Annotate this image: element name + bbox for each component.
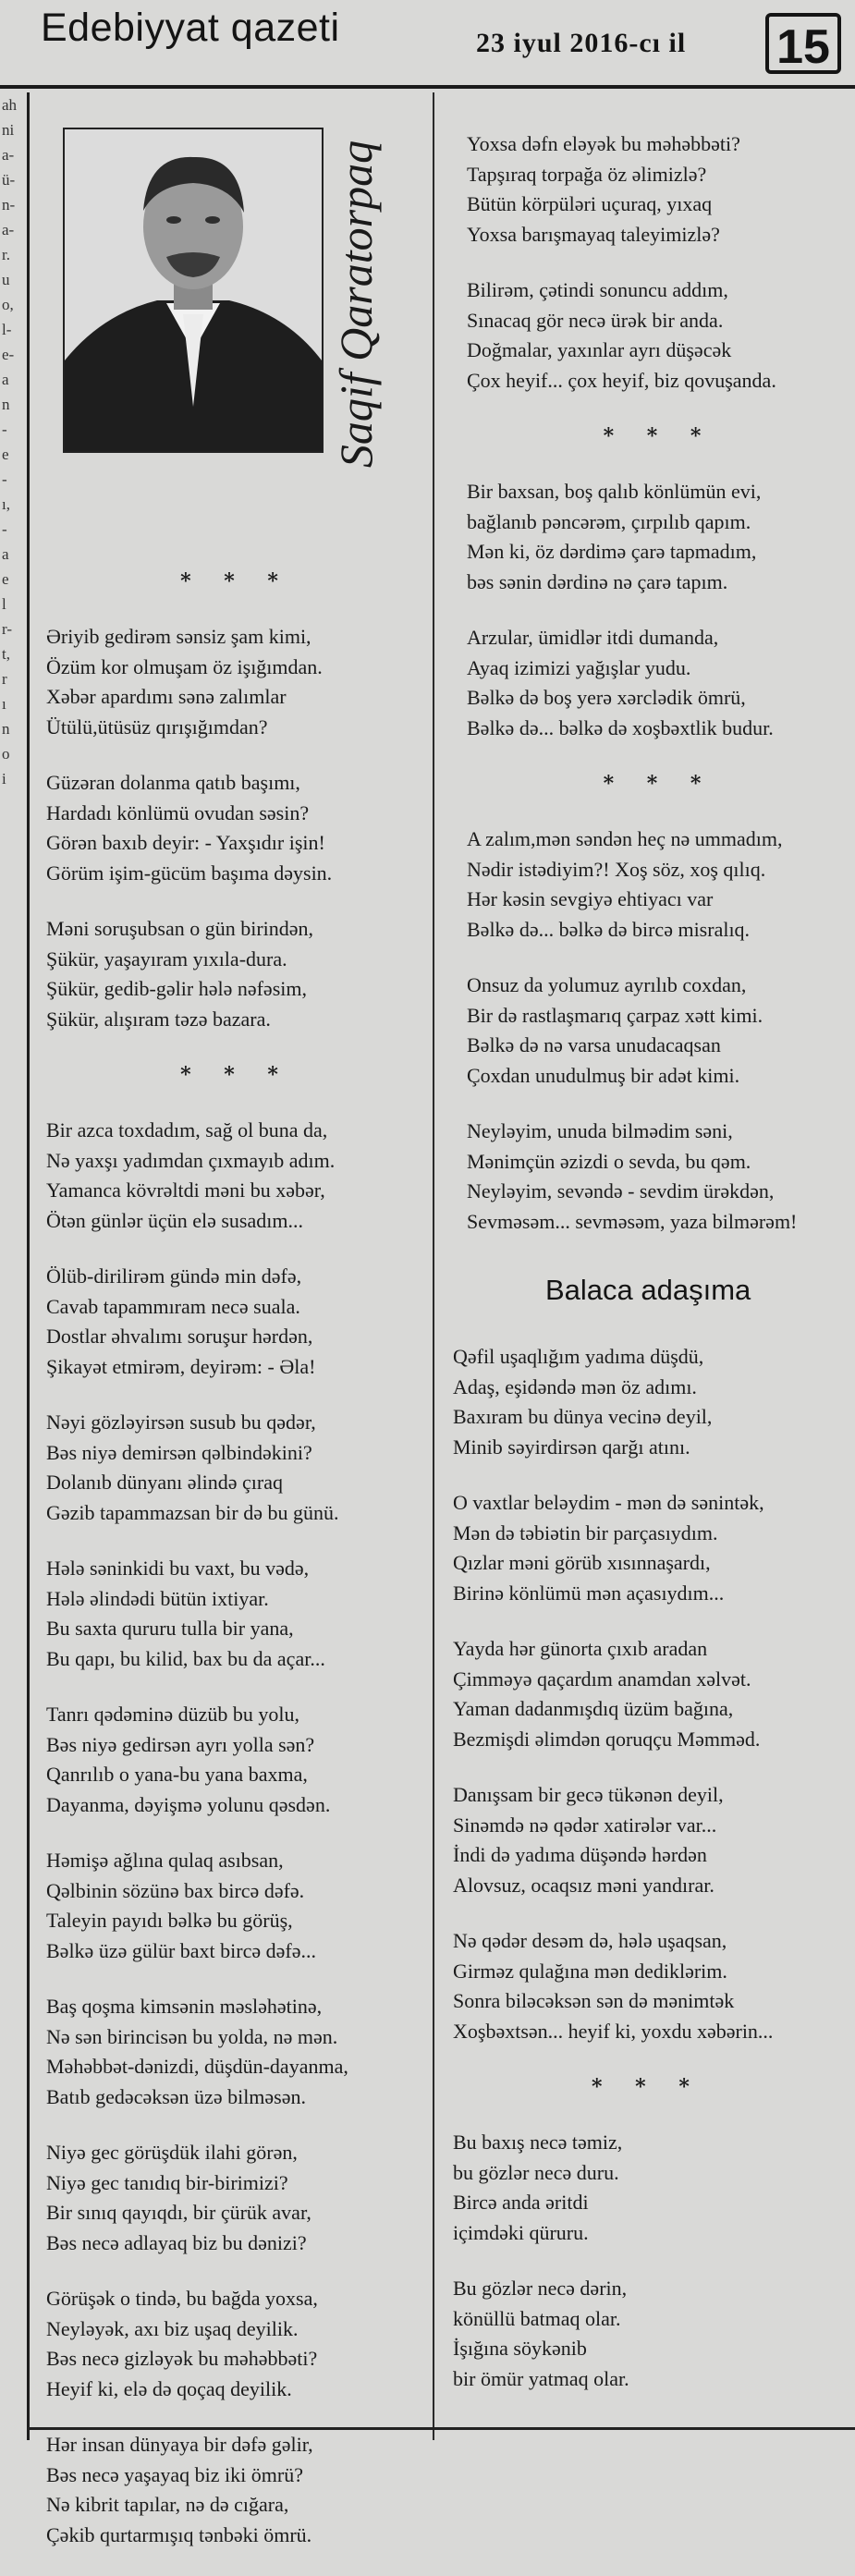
poem-line: Bu gözlər necə dərin, — [453, 2277, 628, 2300]
poem-line: Mən ki, öz dərdimə çarə tapmadım, — [467, 540, 757, 563]
poem-line: Görüm işim-gücüm başıma dəysin. — [46, 861, 333, 885]
poem-line: Bəs necə yaşayaq biz iki ömrü? — [46, 2462, 303, 2486]
poem-line: Ütülü,ütüsüz qırışığımdan? — [46, 714, 268, 739]
stanza — [467, 275, 850, 396]
poem-line: Gəzib tapammazsan bir də bu günü. — [46, 1500, 339, 1524]
stanza — [46, 1408, 425, 1528]
edge-fragment: a — [2, 371, 9, 388]
poem-line: Taleyin payıdı bəlkə bu görüş, — [46, 1909, 293, 1932]
poem-line: Bəlkə də nə varsa unudacaqsan — [467, 1033, 721, 1056]
poem-line: Niyə gec görüşdük ilahi görən, — [46, 2141, 298, 2164]
poem-line: Sonra biləcəksən sən də mənimtək — [453, 1989, 735, 2012]
stanza — [46, 914, 425, 1034]
stanza-separator-stars: * * * — [180, 569, 291, 593]
stanza — [453, 1780, 850, 1900]
poem-line: Bəlkə üzə gülür baxt bircə dəfə... — [46, 1938, 316, 1962]
poem-line: Bəs niyə demirsən qəlbindəkini? — [46, 1440, 312, 1464]
poem-line: Batıb gedəcəksən üzə bilməsən. — [46, 2084, 307, 2108]
stanza — [467, 971, 850, 1091]
stanza — [46, 1846, 425, 1966]
poem-line: Dayanma, dəyişmə yolunu qəsdən. — [46, 1792, 331, 1816]
column-divider — [433, 92, 434, 2440]
poem-line: Sevməsəm... sevməsəm, yaza bilmərəm! — [467, 1209, 798, 1233]
poem-left-column — [46, 541, 425, 2576]
poem-line: Xoşbəxtsən... heyif ki, yoxdu xəbərin... — [453, 2019, 774, 2043]
poem-line: Dolanıb dünyanı əlində çıraq — [46, 1471, 283, 1494]
newspaper-header — [0, 0, 855, 83]
poem-line: Baş qoşma kimsənin məsləhətinə, — [46, 1995, 323, 2018]
poem-line: Nədir istədiyim?! Xoş söz, xoş qılıq. — [467, 857, 766, 881]
stanza — [46, 768, 425, 888]
poem-line: könüllü batmaq olar. — [453, 2306, 621, 2330]
poem-line: Onsuz da yolumuz ayrılıb coxdan, — [467, 973, 747, 996]
second-poem-body — [453, 1342, 850, 2420]
edge-fragment: e — [2, 570, 9, 588]
poem-line: Ölüb-dirilirəm gündə min dəfə, — [46, 1264, 302, 1288]
poem-line: Heyif ki, elə də qoçaq deyilik. — [46, 2376, 292, 2400]
poem-line: Doğmalar, yaxınlar ayrı düşəcək — [467, 338, 732, 361]
poem-line: Yamanca kövrəltdi məni bu xəbər, — [46, 1178, 325, 1202]
poem-line: Mən də təbiətin bir parçasıydım. — [453, 1520, 718, 1544]
stanza — [46, 2138, 425, 2258]
poem-line: Bir sınıq qayıqdı, bir çürük avar, — [46, 2201, 311, 2224]
stanza — [467, 824, 850, 945]
poem-line: Bəs necə adlayaq biz bu dənizi? — [46, 2230, 307, 2254]
poem-line: Mənimçün əzizdi o sevda, bu qəm. — [467, 1149, 751, 1173]
poem-line: İşığına söykənib — [453, 2337, 587, 2360]
edge-fragment: n- — [2, 196, 16, 214]
poem-line: Bir baxsan, boş qalıb könlümün evi, — [467, 480, 762, 503]
edge-fragment: n — [2, 396, 10, 413]
edge-fragment: e- — [2, 346, 15, 363]
poem-line: Görüşək o tində, bu bağda yoxsa, — [46, 2287, 318, 2310]
edge-fragment: - — [2, 470, 7, 488]
stanza-separator-stars: * * * — [592, 2075, 702, 2099]
poem-line: Şükür, yaşayıram yıxıla-dura. — [46, 946, 287, 971]
poem-line: Həmişə ağlına qulaq asıbsan, — [46, 1849, 284, 1872]
stanza-separator-stars: * * * — [603, 424, 715, 448]
edge-fragment: ı — [2, 695, 6, 713]
stanza — [46, 622, 425, 742]
poem-line: Niyə gec tanıdıq bir-birimizi? — [46, 2170, 288, 2194]
poem-line: Neyləyim, unuda bilmədim səni, — [467, 1119, 733, 1142]
poem-line: Tapşıraq torpağa öz əlimizlə? — [467, 162, 707, 186]
second-poem-title: Balaca adaşıma — [545, 1274, 751, 1306]
poem-line: Qızlar məni görüb xısınnaşardı, — [453, 1551, 711, 1574]
poem-line: Nə sən birincisən bu yolda, nə mən. — [46, 2024, 338, 2048]
poem-line: Bütün körpüləri uçuraq, yıxaq — [467, 192, 713, 215]
stanza — [467, 129, 850, 250]
poem-line: Sınacaq gör necə ürək bir anda. — [467, 308, 724, 332]
poem-line: Arzular, ümidlər itdi dumanda, — [467, 626, 719, 649]
stanza — [453, 1488, 850, 1608]
stanza-separator-stars: * * * — [180, 1063, 291, 1087]
edge-fragment: e — [2, 446, 9, 463]
author-name: Saqif Qaratorpaq — [330, 140, 382, 469]
author-name-vertical — [328, 129, 384, 490]
page-number-box: 15 — [765, 13, 841, 74]
stanza — [46, 1554, 425, 1674]
poem-line: Çoxdan unudulmuş bir adət kimi. — [467, 1063, 740, 1087]
edge-fragment: l — [2, 595, 6, 613]
poem-line: Şükür, alışıram təzə bazara. — [46, 1007, 271, 1031]
poem-line: Bezmişdi əlimdən qoruqçu Məmməd. — [453, 1727, 761, 1751]
poem-line: Bu qapı, bu kilid, bax bu da açar... — [46, 1646, 325, 1670]
stanza — [453, 1926, 850, 2046]
poem-line: Nə kibrit tapılar, nə də cığara, — [46, 2493, 289, 2516]
poem-line: Qanrılıb o yana-bu yana baxma, — [46, 1763, 308, 1786]
issue-date: 23 iyul 2016-cı il — [476, 28, 687, 58]
stanza — [46, 1992, 425, 2112]
edge-fragment: ni — [2, 121, 15, 139]
stanza — [453, 1342, 850, 1462]
poem-line: Hələ əlindədi bütün ixtiyar. — [46, 1586, 269, 1610]
header-rule — [0, 85, 855, 89]
previous-column-edge — [0, 92, 30, 2440]
stanza — [467, 623, 850, 743]
edge-fragment: - — [2, 520, 7, 538]
poem-line: Çox heyif... çox heyif, biz qovuşanda. — [467, 368, 776, 392]
poem-line: Bu saxta qururu tulla bir yana, — [46, 1617, 294, 1640]
stanza — [46, 2284, 425, 2404]
poem-line: Bu baxış necə təmiz, — [453, 2130, 623, 2154]
stanza — [46, 1700, 425, 1820]
poem-line: Məni soruşubsan o gün birindən, — [46, 917, 314, 940]
poem-line: bəs sənin dərdinə nə çarə tapım. — [467, 569, 728, 593]
poem-line: Hələ səninkidi bu vaxt, bu vədə, — [46, 1557, 310, 1580]
poem-line: A zalım,mən səndən heç nə ummadım, — [467, 827, 783, 850]
poem-line: Minib səyirdirsən qarğı atını. — [453, 1435, 690, 1459]
bottom-rule — [28, 2427, 855, 2430]
edge-fragment: n — [2, 720, 10, 738]
stanza — [453, 2128, 850, 2248]
poem-line: Bir də rastlaşmarıq çarpaz xətt kimi. — [467, 1003, 763, 1027]
poem-line: Şükür, gedib-gəlir hələ nəfəsim, — [46, 977, 307, 1000]
edge-fragment: l- — [2, 321, 12, 338]
poem-line: Neyləyək, axı biz uşaq deyilik. — [46, 2316, 299, 2340]
poem-line: Dostlar əhvalımı soruşur hərdən, — [46, 1325, 313, 1348]
poem-line: Bəlkə də boş yerə xərclədik ömrü, — [467, 686, 746, 709]
poem-line: bağlanıb pəncərəm, çırpılıb qapım. — [467, 509, 751, 533]
edge-fragment: r. — [2, 246, 10, 263]
poem-line: O vaxtlar beləydim - mən də sənintək, — [453, 1491, 764, 1514]
edge-fragment: a- — [2, 221, 15, 238]
stanza — [467, 1117, 850, 1237]
portrait-icon — [65, 129, 322, 451]
stanza — [46, 1262, 425, 1382]
stanza — [453, 1634, 850, 1754]
newspaper-name: Edebiyyat qazeti — [41, 6, 340, 50]
edge-fragment: ı, — [2, 495, 10, 513]
edge-fragment: r- — [2, 620, 12, 638]
poem-line: Nə qədər desəm də, hələ uşaqsan, — [453, 1929, 727, 1952]
poem-line: Yoxsa barışmayaq taleyimizlə? — [467, 222, 720, 246]
poem-line: Xəbər apardımı sənə zalımlar — [46, 685, 287, 708]
stanza-separator-stars: * * * — [603, 772, 715, 796]
poem-line: Bəlkə də... bəlkə də bircə misralıq. — [467, 917, 751, 941]
poem-line: Qəlbinin sözünə bax bircə dəfə. — [46, 1878, 305, 1902]
edge-fragment: r — [2, 670, 7, 688]
poem-line: Adaş, eşidəndə mən öz adımı. — [453, 1374, 697, 1398]
stanza — [453, 2274, 850, 2394]
poem-line: Yoxsa dəfn eləyək bu məhəbbəti? — [467, 132, 740, 155]
poem-line: Girməz qulağına mən dediklərim. — [453, 1959, 727, 1983]
poem-line: Bir azca toxdadım, sağ ol buna da, — [46, 1118, 328, 1141]
poem-line: Cavab tapammıram necə suala. — [46, 1294, 300, 1318]
poem-line: Ötən günlər üçün elə susadım... — [46, 1208, 303, 1232]
poem-line: Bəs niyə gedirsən ayrı yolla sən? — [46, 1732, 315, 1756]
poem-line: Özüm kor olmuşam öz işığımdan. — [46, 654, 323, 678]
poem-line: Şikayət etmirəm, deyirəm: - Əla! — [46, 1354, 316, 1378]
poem-line: bir ömür yatmaq olar. — [453, 2366, 629, 2390]
poem-right-column — [467, 129, 850, 1263]
poem-line: Bəs necə gizləyək bu məhəbbəti? — [46, 2347, 318, 2370]
poem-line: Birinə könlümü mən açasıydım... — [453, 1581, 725, 1605]
stanza — [46, 1116, 425, 1236]
poem-line: Tanrı qədəminə düzüb bu yolu, — [46, 1703, 300, 1726]
poem-line: Bilirəm, çətindi sonuncu addım, — [467, 278, 728, 301]
stanza — [467, 477, 850, 597]
poem-line: Neyləyim, sevəndə - sevdim ürəkdən, — [467, 1179, 775, 1203]
poem-line: Baxıram bu dünya vecinə deyil, — [453, 1405, 713, 1428]
edge-fragment: t, — [2, 645, 10, 663]
poem-line: Qəfil uşaqlığım yadıma düşdü, — [453, 1345, 704, 1368]
poem-line: içimdəki qüruru. — [453, 2220, 589, 2244]
edge-fragment: ü- — [2, 171, 16, 189]
edge-fragment: a- — [2, 146, 15, 164]
poem-line: Bircə anda əritdi — [453, 2191, 589, 2214]
poem-line: Hər insan dünyaya bir dəfə gəlir, — [46, 2433, 313, 2456]
stanza — [46, 2430, 425, 2550]
poem-line: Nəyi gözləyirsən susub bu qədər, — [46, 1410, 316, 1434]
poem-line: Çəkib qurtarmışıq tənbəki ömrü. — [46, 2522, 312, 2546]
poem-line: bu gözlər necə duru. — [453, 2160, 619, 2184]
edge-fragment: ah — [2, 96, 18, 114]
poem-line: Yayda hər günorta çıxıb aradan — [453, 1637, 708, 1660]
edge-fragment: u — [2, 271, 10, 288]
poem-line: Güzəran dolanma qatıb başımı, — [46, 771, 300, 794]
poem-line: Hər kəsin sevgiyə ehtiyacı var — [467, 887, 714, 910]
poem-line: Çimməyə qaçardım anamdan xəlvət. — [453, 1666, 751, 1691]
poem-line: Sinəmdə nə qədər xatirələr var... — [453, 1813, 717, 1837]
edge-fragment: o, — [2, 296, 14, 313]
poem-line: Ayaq izimizi yağışlar yudu. — [467, 655, 691, 679]
author-portrait-photo — [63, 128, 324, 453]
poem-line: Məhəbbət-dənizdi, düşdün-dayanma, — [46, 2055, 348, 2078]
edge-fragment: a — [2, 545, 9, 563]
edge-fragment: - — [2, 421, 7, 438]
poem-line: Yaman dadanmışdıq üzüm bağına, — [453, 1697, 734, 1720]
poem-line: İndi də yadıma düşəndə hərdən — [453, 1843, 707, 1866]
edge-fragment: o — [2, 745, 10, 763]
poem-line: Görən baxıb deyir: - Yaxşıdır işin! — [46, 831, 325, 854]
poem-line: Danışsam bir gecə tükənən deyil, — [453, 1783, 724, 1806]
poem-line: Alovsuz, ocaqsız məni yandırar. — [453, 1873, 715, 1897]
poem-line: Bəlkə də... bəlkə də xoşbəxtlik budur. — [467, 715, 774, 739]
edge-fragment: i — [2, 770, 6, 787]
poem-line: Əriyib gedirəm sənsiz şam kimi, — [46, 625, 311, 648]
poem-line: Nə yaxşı yadımdan çıxmayıb adım. — [46, 1148, 336, 1172]
poem-line: Hardadı könlümü ovudan səsin? — [46, 800, 310, 824]
